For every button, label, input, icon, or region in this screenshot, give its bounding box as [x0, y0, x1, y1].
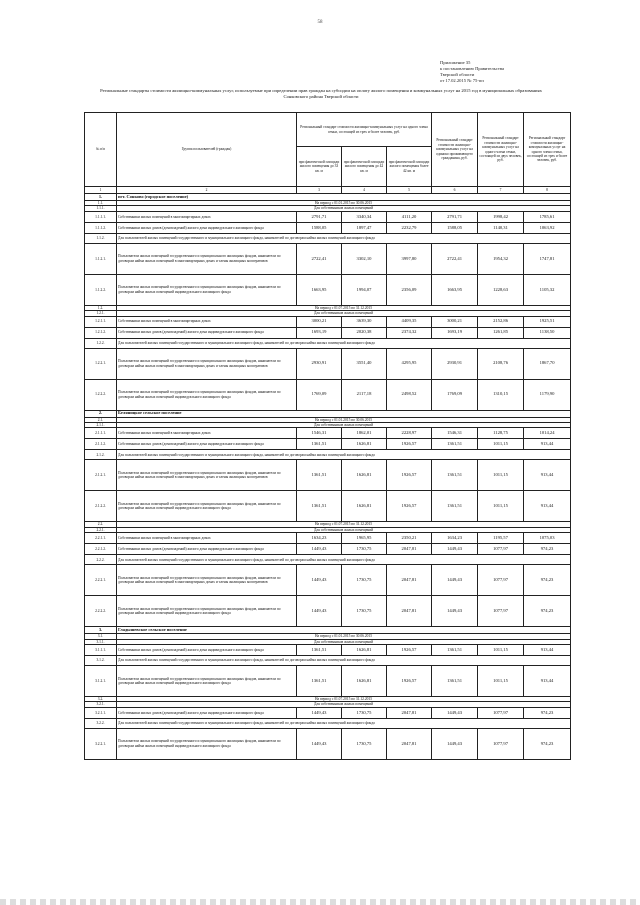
table-body [85, 194, 571, 760]
value-cell: 1077,97 [478, 596, 524, 627]
row-number: 2. [85, 410, 117, 417]
row-number: 1.1.2. [85, 233, 117, 243]
value-cell: 1862,01 [342, 428, 387, 439]
value-cell: 4295,95 [387, 348, 432, 379]
row-number: 1.1.2.2. [85, 274, 117, 305]
table-row [85, 410, 571, 417]
value-cell: 1693,19 [432, 327, 478, 338]
value-cell: 1310,15 [478, 379, 524, 410]
value-cell: 1449,43 [432, 728, 478, 759]
row-number: 2.2.2.2. [85, 596, 117, 627]
value-cell: 1926,57 [387, 439, 432, 450]
column-number: 4 [342, 187, 387, 194]
table-row [85, 450, 571, 460]
row-number: 3.1. [85, 634, 117, 639]
value-cell: 1361,51 [432, 460, 478, 491]
value-cell: 913,44 [524, 666, 571, 697]
value-cell: 1014,24 [524, 428, 571, 439]
row-number: 1.2.1. [85, 311, 117, 316]
value-cell: 1361,51 [432, 666, 478, 697]
row-label: Собственники жилых помещений в многоквартирных домах [117, 316, 297, 327]
column-number: 2 [117, 187, 297, 194]
value-cell: 1588,05 [432, 222, 478, 233]
period-label: На период с 01.07.2015 по 31.12.2015 [117, 697, 571, 702]
value-cell: 2350,21 [387, 533, 432, 544]
value-cell: 1730,75 [342, 707, 387, 718]
row-number: 2.1.2.2. [85, 491, 117, 522]
row-number: 1.2. [85, 305, 117, 310]
row-number: 2.1. [85, 417, 117, 422]
value-cell: 2047,81 [387, 565, 432, 596]
value-cell: 2108,76 [478, 348, 524, 379]
value-cell: 3551,40 [342, 348, 387, 379]
row-number: 1.2.2.2. [85, 379, 117, 410]
table-row [85, 533, 571, 544]
period-label: На период с 01.07.2015 по 31.12.2015 [117, 305, 571, 310]
row-label: Собственники жилых помещений в многоквартирных домах [117, 211, 297, 222]
value-cell: 1011,15 [478, 439, 524, 450]
row-number: 2.1.1.1. [85, 428, 117, 439]
section-title: пгт. Сонково (городское поселение) [117, 194, 571, 201]
table-row [85, 544, 571, 555]
value-cell: 1361,51 [432, 645, 478, 656]
note-label: Для пользователей жилых помещений государственного и муниципального жилищного фонда, нанимателей по договорам найма жилых помещений жилищного фонда [117, 656, 571, 666]
table-header [85, 113, 571, 194]
row-number: 3.2.1. [85, 702, 117, 707]
value-cell: 1011,15 [478, 666, 524, 697]
value-cell: 1261,85 [478, 327, 524, 338]
value-cell: 1077,97 [478, 728, 524, 759]
period-label: На период с 01.01.2015 по 30.06.2015 [117, 417, 571, 422]
value-cell: 1105,32 [524, 274, 571, 305]
value-cell: 2356,09 [387, 274, 432, 305]
value-cell: 2117,18 [342, 379, 387, 410]
value-cell: 1663,95 [297, 274, 342, 305]
period-label: Для собственников жилых помещений [117, 311, 571, 316]
value-cell: 2791,71 [297, 211, 342, 222]
value-cell: 1626,81 [342, 439, 387, 450]
column-number: 3 [297, 187, 342, 194]
column-number: 5 [387, 187, 432, 194]
value-cell: 1730,75 [342, 544, 387, 555]
value-cell: 1449,43 [432, 544, 478, 555]
row-number: 1.2.1.1. [85, 316, 117, 327]
row-number: 3.1.2.1. [85, 666, 117, 697]
value-cell: 913,44 [524, 439, 571, 450]
row-number: 3.2.2. [85, 718, 117, 728]
value-cell: 1785,61 [524, 211, 571, 222]
row-label: Пользователи жилых помещений государственного и муниципального жилищных фондов, наниматели по договорам найма жилых помещений в многоквартирных домах и члены жилищных кооперативов [117, 243, 297, 274]
row-number: 2.2.1.1. [85, 533, 117, 544]
value-cell: 1449,43 [297, 565, 342, 596]
value-cell: 1128,75 [478, 428, 524, 439]
table-row [85, 379, 571, 410]
table-row [85, 233, 571, 243]
value-cell: 1077,97 [478, 565, 524, 596]
value-cell: 913,44 [524, 491, 571, 522]
appendix-line: к постановлению Правительства [440, 66, 504, 71]
value-cell: 974,23 [524, 565, 571, 596]
row-number: 1.1.1. [85, 206, 117, 211]
row-number: 2.2.2. [85, 555, 117, 565]
value-cell: 1075,03 [524, 533, 571, 544]
row-number: 1.1.2.1. [85, 243, 117, 274]
table-row [85, 338, 571, 348]
row-number: 3.2.2.1. [85, 728, 117, 759]
note-label: Для пользователей жилых помещений государственного и муниципального жилищного фонда, нанимателей по договорам найма жилых помещений жилищного фонда [117, 338, 571, 348]
period-label: На период с 01.01.2015 по 30.06.2015 [117, 634, 571, 639]
appendix-line: Приложение 35 [440, 60, 471, 65]
row-label: Собственники жилых домов (домовладений) жилого дома индивидуального жилищного фонда [117, 645, 297, 656]
row-number: 1.2.1.2. [85, 327, 117, 338]
row-number: 1. [85, 194, 117, 201]
value-cell: 1897,47 [342, 222, 387, 233]
value-cell: 1011,15 [478, 491, 524, 522]
table-row [85, 565, 571, 596]
row-label: Собственники жилых помещений в многоквартирных домах [117, 428, 297, 439]
section-title: Гладышевское сельское поселение [117, 627, 571, 634]
row-number: 1.1. [85, 201, 117, 206]
value-cell: 1994,07 [342, 274, 387, 305]
value-cell: 3000,21 [432, 316, 478, 327]
value-cell: 1747,81 [524, 243, 571, 274]
value-cell: 3639,30 [342, 316, 387, 327]
value-cell: 2232,79 [387, 222, 432, 233]
value-cell: 1925,51 [524, 316, 571, 327]
value-cell: 1449,43 [297, 707, 342, 718]
header-num: № п/п [85, 113, 117, 187]
header-area-2: при фактической площади жилого помещения до 42 кв. м [342, 147, 387, 187]
value-cell: 1361,51 [297, 460, 342, 491]
period-label: Для собственников жилых помещений [117, 639, 571, 644]
value-cell: 1140,31 [478, 222, 524, 233]
table-row [85, 243, 571, 274]
value-cell: 2374,32 [387, 327, 432, 338]
table-row [85, 728, 571, 759]
value-cell: 1138,50 [524, 327, 571, 338]
value-cell: 1546,31 [297, 428, 342, 439]
value-cell: 974,23 [524, 596, 571, 627]
row-number: 3.1.1.1. [85, 645, 117, 656]
value-cell: 913,44 [524, 645, 571, 656]
value-cell: 1634,23 [297, 533, 342, 544]
row-number: 3. [85, 627, 117, 634]
column-number: 6 [432, 187, 478, 194]
scan-edge [0, 899, 640, 905]
value-cell: 974,23 [524, 544, 571, 555]
row-label: Собственники жилых помещений в многоквартирных домах [117, 533, 297, 544]
row-label: Пользователи жилых помещений государственного и муниципального жилищных фондов, наниматели по договорам найма жилых помещений в многоквартирных домах и члены жилищных кооперативов [117, 460, 297, 491]
table-row [85, 439, 571, 450]
appendix-line: от 17.02.2015 № 75-пп [440, 78, 484, 83]
row-label: Собственники жилых домов (домовладений) жилого дома индивидуального жилищного фонда [117, 544, 297, 555]
period-label: На период с 01.01.2015 по 30.06.2015 [117, 201, 571, 206]
value-cell: 2722,41 [297, 243, 342, 274]
table-row [85, 274, 571, 305]
row-number: 3.1.1. [85, 639, 117, 644]
row-number: 2.2.2.1. [85, 565, 117, 596]
value-cell: 1926,57 [387, 491, 432, 522]
value-cell: 1626,81 [342, 666, 387, 697]
value-cell: 974,23 [524, 728, 571, 759]
table-row [85, 348, 571, 379]
value-cell: 1449,43 [432, 596, 478, 627]
value-cell: 3340,34 [342, 211, 387, 222]
value-cell: 1361,51 [297, 491, 342, 522]
header-area-3: при фактической площади жилого помещения более 42 кв. м [387, 147, 432, 187]
value-cell: 3302,10 [342, 243, 387, 274]
value-cell: 1449,43 [297, 728, 342, 759]
column-number-row [85, 187, 571, 194]
table-row [85, 428, 571, 439]
value-cell: 4409,35 [387, 316, 432, 327]
value-cell: 2791,71 [432, 211, 478, 222]
appendix-line: Тверской области [440, 72, 475, 77]
row-label: Собственники жилых домов (домовладений) жилого дома индивидуального жилищного фонда [117, 327, 297, 338]
note-label: Для пользователей жилых помещений государственного и муниципального жилищного фонда, нанимателей по договорам найма жилых помещений жилищного фонда [117, 718, 571, 728]
row-label: Пользователи жилых помещений государственного и муниципального жилищных фондов, наниматели по договорам найма жилых помещений индивидуального жилищного фонда [117, 491, 297, 522]
value-cell: 1954,32 [478, 243, 524, 274]
table-row [85, 656, 571, 666]
header-std-one: Региональный стандарт стоимости жилищно-коммунальных услуг на одиноко проживающего гражданина, руб. [432, 113, 478, 187]
table-row [85, 222, 571, 233]
row-number: 2.1.2.1. [85, 460, 117, 491]
row-label: Пользователи жилых помещений государственного и муниципального жилищных фондов, наниматели по договорам найма жилых помещений индивидуального жилищного фонда [117, 666, 297, 697]
value-cell: 974,23 [524, 707, 571, 718]
value-cell: 1730,75 [342, 596, 387, 627]
value-cell: 1063,92 [524, 222, 571, 233]
table-row [85, 596, 571, 627]
table-row [85, 627, 571, 634]
table-row [85, 316, 571, 327]
value-cell: 2722,41 [432, 243, 478, 274]
column-number: 7 [478, 187, 524, 194]
row-number: 2.1.1.2. [85, 439, 117, 450]
header-area-1: при фактической площади жилого помещения до 33 кв. м [297, 147, 342, 187]
value-cell: 1449,43 [297, 596, 342, 627]
standards-table [84, 112, 571, 760]
note-label: Для пользователей жилых помещений государственного и муниципального жилищного фонда, нанимателей по договорам найма жилых помещений жилищного фонда [117, 450, 571, 460]
value-cell: 1588,05 [297, 222, 342, 233]
section-title: Беляницкое сельское поселение [117, 410, 571, 417]
value-cell: 1693,19 [297, 327, 342, 338]
value-cell: 1179,90 [524, 379, 571, 410]
header-group: Группа пользователей (граждан) [117, 113, 297, 187]
value-cell: 1077,97 [478, 707, 524, 718]
value-cell: 2228,97 [387, 428, 432, 439]
value-cell: 1011,15 [478, 645, 524, 656]
table-row [85, 645, 571, 656]
value-cell: 1626,81 [342, 491, 387, 522]
appendix-block [440, 60, 504, 84]
value-cell: 1926,57 [387, 645, 432, 656]
row-number: 2.2. [85, 522, 117, 527]
value-cell: 2930,91 [297, 348, 342, 379]
row-label: Собственники жилых домов (домовладений) жилого дома индивидуального жилищного фонда [117, 222, 297, 233]
value-cell: 1769,09 [297, 379, 342, 410]
note-label: Для пользователей жилых помещений государственного и муниципального жилищного фонда, нанимателей по договорам найма жилых помещений жилищного фонда [117, 555, 571, 565]
value-cell: 2152,86 [478, 316, 524, 327]
value-cell: 3000,21 [297, 316, 342, 327]
row-number: 3.1.2. [85, 656, 117, 666]
header-std-three: Региональный стандарт стоимости жилищно-коммунальных услуг на одного члена семьи, состоящей из трех и более человек, руб. [524, 113, 571, 187]
period-label: Для собственников жилых помещений [117, 423, 571, 428]
value-cell: 1449,43 [432, 707, 478, 718]
value-cell: 4111,20 [387, 211, 432, 222]
table-row [85, 327, 571, 338]
period-label: Для собственников жилых помещений [117, 702, 571, 707]
value-cell: 1626,81 [342, 645, 387, 656]
value-cell: 3997,80 [387, 243, 432, 274]
row-number: 2.1.1. [85, 423, 117, 428]
table-row [85, 707, 571, 718]
value-cell: 1361,51 [297, 439, 342, 450]
value-cell: 2047,81 [387, 544, 432, 555]
value-cell: 1361,51 [297, 645, 342, 656]
value-cell: 1663,95 [432, 274, 478, 305]
table-row [85, 460, 571, 491]
value-cell: 1634,23 [432, 533, 478, 544]
column-number: 1 [85, 187, 117, 194]
row-number: 1.1.1.1. [85, 211, 117, 222]
row-label: Пользователи жилых помещений государственного и муниципального жилищных фондов, наниматели по договорам найма жилых помещений в многоквартирных домах и члены жилищных кооперативов [117, 348, 297, 379]
value-cell: 1867,70 [524, 348, 571, 379]
column-number: 8 [524, 187, 571, 194]
value-cell: 1626,81 [342, 460, 387, 491]
value-cell: 913,44 [524, 460, 571, 491]
row-number: 1.2.2.1. [85, 348, 117, 379]
row-number: 2.2.1. [85, 527, 117, 532]
value-cell: 1449,43 [297, 544, 342, 555]
row-label: Пользователи жилых помещений государственного и муниципального жилищных фондов, наниматели по договорам найма жилых помещений индивидуального жилищного фонда [117, 274, 297, 305]
table-row [85, 555, 571, 565]
value-cell: 1926,57 [387, 460, 432, 491]
value-cell: 2498,52 [387, 379, 432, 410]
value-cell: 1228,63 [478, 274, 524, 305]
value-cell: 1998,42 [478, 211, 524, 222]
value-cell: 1965,95 [342, 533, 387, 544]
row-number: 3.2. [85, 697, 117, 702]
value-cell: 2047,81 [387, 707, 432, 718]
row-label: Пользователи жилых помещений государственного и муниципального жилищных фондов, наниматели по договорам найма жилых помещений индивидуального жилищного фонда [117, 596, 297, 627]
value-cell: 1011,15 [478, 460, 524, 491]
value-cell: 1195,57 [478, 533, 524, 544]
row-number: 1.1.1.2. [85, 222, 117, 233]
document-title: Региональные стандарты стоимости жилищно-коммунальных услуг, используемые при определении прав граждан на субсидии на оплату жилого помещения и коммунальных услуг на 2015 год в муниципальных образованиях Сонковского района Тверской области [100, 88, 542, 99]
value-cell: 2930,91 [432, 348, 478, 379]
value-cell: 1546,31 [432, 428, 478, 439]
row-label: Пользователи жилых помещений государственного и муниципального жилищных фондов, наниматели по договорам найма жилых помещений в многоквартирных домах и члены жилищных кооперативов [117, 565, 297, 596]
row-label: Собственники жилых домов (домовладений) жилого дома индивидуального жилищного фонда [117, 439, 297, 450]
period-label: Для собственников жилых помещений [117, 527, 571, 532]
row-label: Собственники жилых домов (домовладений) жилого дома индивидуального жилищного фонда [117, 707, 297, 718]
header-std-two: Региональный стандарт стоимости жилищно-коммунальных услуг на одного члена семьи, состоящей из двух человек, руб. [478, 113, 524, 187]
value-cell: 1361,51 [432, 491, 478, 522]
header-std-group: Региональный стандарт стоимости жилищно-коммунальных услуг на одного члена семьи, состоящей из трех и более человек, руб. [297, 113, 432, 147]
row-label: Пользователи жилых помещений государственного и муниципального жилищных фондов, наниматели по договорам найма жилых помещений индивидуального жилищного фонда [117, 379, 297, 410]
period-label: Для собственников жилых помещений [117, 206, 571, 211]
value-cell: 1361,51 [297, 666, 342, 697]
row-number: 2.1.2. [85, 450, 117, 460]
value-cell: 1449,43 [432, 565, 478, 596]
row-label: Пользователи жилых помещений государственного и муниципального жилищных фондов, наниматели по договорам найма жилых помещений индивидуального жилищного фонда [117, 728, 297, 759]
period-label: На период с 01.07.2015 по 31.12.2015 [117, 522, 571, 527]
page-number: 58 [317, 20, 323, 25]
value-cell: 1730,75 [342, 565, 387, 596]
row-number: 2.2.1.2. [85, 544, 117, 555]
row-number: 3.2.1.1. [85, 707, 117, 718]
value-cell: 1361,51 [432, 439, 478, 450]
value-cell: 1769,09 [432, 379, 478, 410]
value-cell: 1730,75 [342, 728, 387, 759]
value-cell: 2020,38 [342, 327, 387, 338]
value-cell: 2047,81 [387, 596, 432, 627]
value-cell: 2047,81 [387, 728, 432, 759]
note-label: Для пользователей жилых помещений государственного и муниципального жилищного фонда, нанимателей по договорам найма жилых помещений жилищного фонда [117, 233, 571, 243]
table-row [85, 491, 571, 522]
row-number: 1.2.2. [85, 338, 117, 348]
table-row [85, 666, 571, 697]
value-cell: 1926,57 [387, 666, 432, 697]
table-row [85, 194, 571, 201]
table-row [85, 211, 571, 222]
value-cell: 1077,97 [478, 544, 524, 555]
table-row [85, 718, 571, 728]
